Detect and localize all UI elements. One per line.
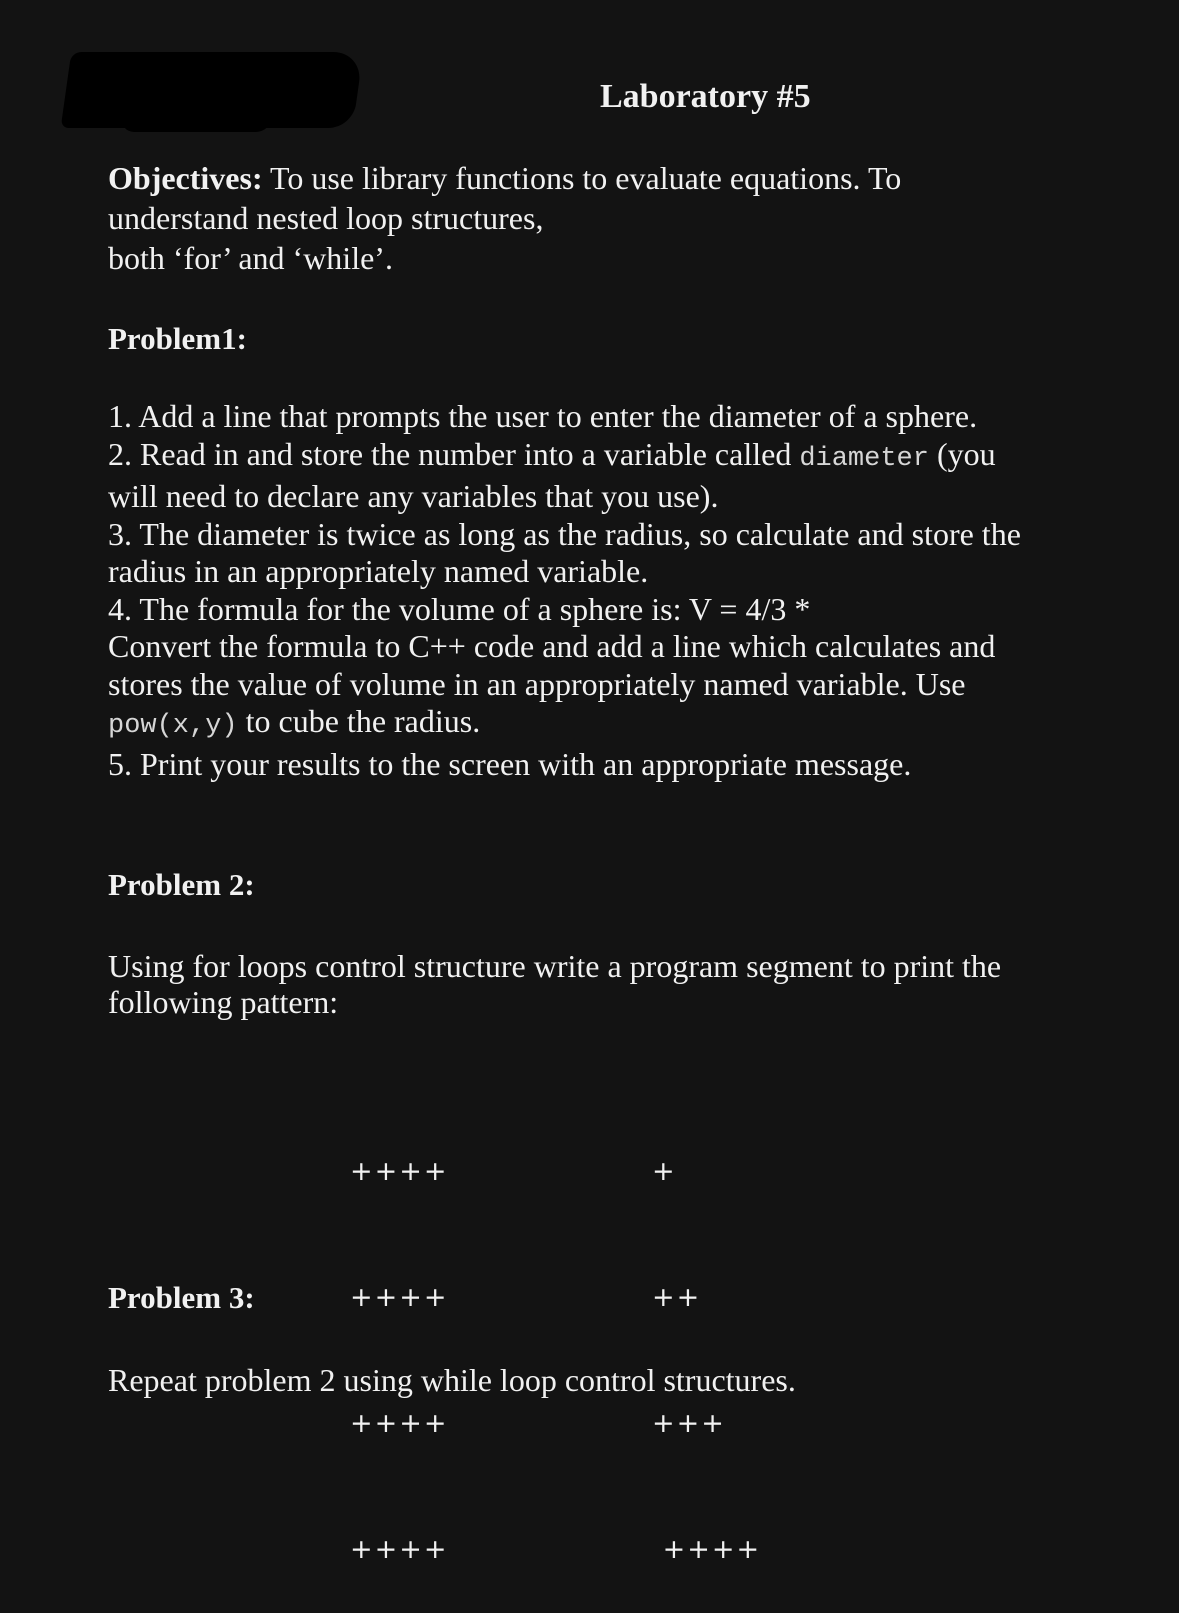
square-pattern-row: ++++ — [350, 1408, 449, 1439]
square-pattern — [350, 1067, 449, 1613]
problem1-step5: 5. Print your results to the screen with an appropriate message. — [108, 745, 912, 782]
problem1-step4-cont1: Convert the formula to C++ code and add a line which calculates and — [108, 628, 996, 664]
problem1-step2 — [108, 436, 1021, 479]
problem2-heading: Problem 2: — [108, 867, 255, 902]
problem1-step3: 3. The diameter is twice as long as the radius, so calculate and store the — [108, 515, 1021, 552]
problem1-step2-text: 2. Read in and store the number into a variable called — [108, 435, 800, 472]
objectives-line-2: understand nested loop structures, — [108, 200, 544, 236]
triangle-pattern-row: + — [652, 1156, 677, 1187]
objectives-text-1: To use library functions to evaluate equations. To — [262, 160, 902, 196]
square-pattern-row: ++++ — [350, 1282, 449, 1313]
diameter-code: diameter — [799, 443, 929, 474]
problem1-step4-tail: to cube the radius. — [237, 703, 481, 739]
problem1-heading: Problem1: — [108, 321, 247, 356]
triangle-pattern-row: ++++ — [652, 1534, 762, 1565]
problem1-step4: 4. The formula for the volume of a sphere is: V = 4/3 * — [108, 590, 811, 627]
redacted-name-block — [61, 52, 364, 128]
problem1-step4-cont2: stores the value of volume in an appropriately named variable. Use — [108, 665, 966, 702]
triangle-pattern-row: ++ — [652, 1282, 702, 1313]
problem2-instructions — [108, 948, 1001, 1020]
problem1-step2-tail: (you — [928, 435, 996, 472]
objectives-line-3: both ‘for’ and ‘while’. — [108, 240, 393, 276]
objectives-paragraph — [108, 158, 901, 278]
problem1-instructions — [108, 398, 1021, 783]
problem3-text: Repeat problem 2 using while loop control structures. — [108, 1362, 796, 1398]
problem2-line-1: Using for loops control structure write a program segment to print the — [108, 948, 1002, 984]
square-pattern-row: ++++ — [350, 1534, 449, 1565]
problem1-step3-cont: radius in an appropriately named variable. — [108, 553, 649, 589]
problem3-heading: Problem 3: — [108, 1280, 255, 1315]
objectives-label: Objectives: — [108, 160, 263, 196]
square-pattern-row: ++++ — [350, 1156, 449, 1187]
problem2-line-2: following pattern: — [108, 984, 339, 1020]
page-title: Laboratory #5 — [600, 78, 811, 115]
pow-code: pow(x,y) — [108, 711, 238, 741]
triangle-pattern-row: +++ — [652, 1408, 726, 1439]
objectives-line-1 — [108, 158, 901, 198]
problem1-step2-cont: will need to declare any variables that you use). — [108, 478, 719, 514]
problem1-step1: 1. Add a line that prompts the user to enter the diameter of a sphere. — [108, 398, 978, 434]
triangle-pattern — [652, 1067, 761, 1613]
problem1-step4-cont3 — [108, 703, 1021, 746]
